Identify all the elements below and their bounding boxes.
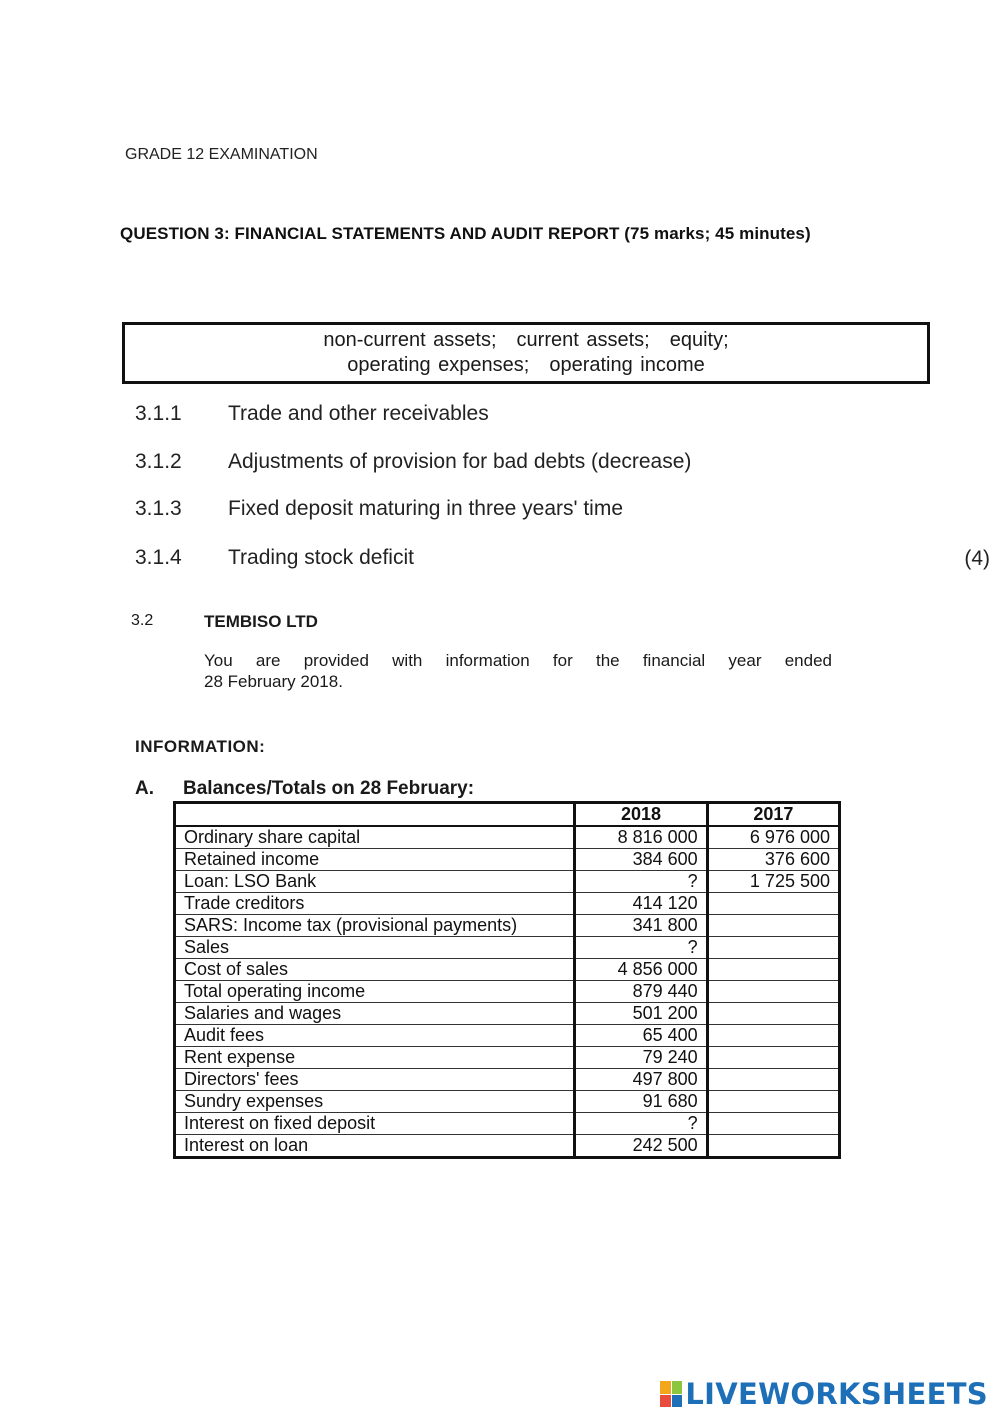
table-row [175,1091,840,1113]
table-row [175,849,840,871]
intro-line: You are provided with information for the financial year ended [204,651,832,670]
value-2017-cell [707,1113,839,1135]
row-label-cell: Sales [175,937,575,959]
value-2018-cell: 242 500 [575,1135,707,1158]
term: operating expenses; [347,354,530,376]
row-label-cell: Retained income [175,849,575,871]
value-2017-cell [707,959,839,981]
marks-allocation: (4) [964,547,990,570]
value-2018-cell: 4 856 000 [575,959,707,981]
question-item-number: 3.1.1 [135,402,182,425]
header-cell-2018: 2018 [575,803,707,827]
value-2018-cell: ? [575,937,707,959]
question-item-text: Trading stock deficit [228,546,414,569]
term-line-2 [125,353,927,378]
row-label-cell: Trade creditors [175,893,575,915]
term-line-1 [125,328,927,353]
value-2017-cell: 376 600 [707,849,839,871]
question-item-3-1-4 [135,546,414,570]
section-letter: A. [135,778,154,799]
question-item-number: 3.1.2 [135,450,182,473]
row-label-cell: Salaries and wages [175,1003,575,1025]
liveworksheets-logo [660,1377,988,1411]
value-2017-cell [707,893,839,915]
table-row [175,937,840,959]
value-2018-cell: 8 816 000 [575,826,707,849]
header-cell-2017: 2017 [707,803,839,827]
question-item-text: Trade and other receivables [228,402,489,425]
section-intro [204,650,832,692]
table-row [175,1113,840,1135]
table-row [175,1025,840,1047]
intro-line: 28 February 2018. [204,672,343,691]
table-row [175,1069,840,1091]
value-2018-cell: 91 680 [575,1091,707,1113]
value-2017-cell: 1 725 500 [707,871,839,893]
row-label-cell: Rent expense [175,1047,575,1069]
table-row [175,1003,840,1025]
table-header-row [175,803,840,827]
value-2018-cell: ? [575,871,707,893]
row-label-cell: Cost of sales [175,959,575,981]
table-row [175,959,840,981]
question-item-3-1-2 [135,450,691,474]
table-row [175,915,840,937]
term: operating income [549,354,705,376]
value-2018-cell: 879 440 [575,981,707,1003]
company-name: TEMBISO LTD [204,612,318,631]
table-row [175,1135,840,1158]
row-label-cell: Interest on fixed deposit [175,1113,575,1135]
value-2017-cell [707,1069,839,1091]
value-2017-cell: 6 976 000 [707,826,839,849]
row-label-cell: SARS: Income tax (provisional payments) [175,915,575,937]
question-item-text: Adjustments of provision for bad debts (decrease) [228,450,692,473]
logo-mark-icon [660,1381,682,1407]
exam-grade-header: GRADE 12 EXAMINATION [125,146,318,163]
section-number: 3.2 [131,612,154,629]
table-body [175,826,840,1158]
value-2017-cell [707,1047,839,1069]
value-2018-cell: 497 800 [575,1069,707,1091]
term-box [122,322,930,384]
section-title: Balances/Totals on 28 February: [183,778,475,799]
row-label-cell: Directors' fees [175,1069,575,1091]
value-2017-cell [707,937,839,959]
table-row [175,893,840,915]
row-label-cell: Total operating income [175,981,575,1003]
value-2018-cell: 501 200 [575,1003,707,1025]
value-2018-cell: 414 120 [575,893,707,915]
row-label-cell: Interest on loan [175,1135,575,1158]
table-row [175,981,840,1003]
value-2017-cell [707,981,839,1003]
question-item-3-1-3 [135,497,623,521]
header-cell [175,803,575,827]
value-2018-cell: ? [575,1113,707,1135]
table-row [175,826,840,849]
term: non-current assets; [323,329,497,351]
balances-table [173,801,841,1159]
question-item-number: 3.1.3 [135,497,182,520]
row-label-cell: Loan: LSO Bank [175,871,575,893]
value-2018-cell: 341 800 [575,915,707,937]
information-heading: INFORMATION: [135,737,266,756]
term: equity; [669,329,729,351]
value-2018-cell: 79 240 [575,1047,707,1069]
value-2018-cell: 384 600 [575,849,707,871]
question-item-number: 3.1.4 [135,546,182,569]
row-label-cell: Sundry expenses [175,1091,575,1113]
table-row [175,871,840,893]
question-title: QUESTION 3: FINANCIAL STATEMENTS AND AUDIT REPORT (75 marks; 45 minutes) [120,224,811,243]
term: current assets; [516,329,650,351]
value-2017-cell [707,915,839,937]
value-2017-cell [707,1003,839,1025]
row-label-cell: Audit fees [175,1025,575,1047]
logo-text: LIVEWORKSHEETS [685,1377,988,1411]
value-2017-cell [707,1025,839,1047]
question-item-3-1-1 [135,402,489,426]
value-2017-cell [707,1091,839,1113]
value-2017-cell [707,1135,839,1158]
table-row [175,1047,840,1069]
value-2018-cell: 65 400 [575,1025,707,1047]
row-label-cell: Ordinary share capital [175,826,575,849]
question-item-text: Fixed deposit maturing in three years' time [228,497,624,520]
